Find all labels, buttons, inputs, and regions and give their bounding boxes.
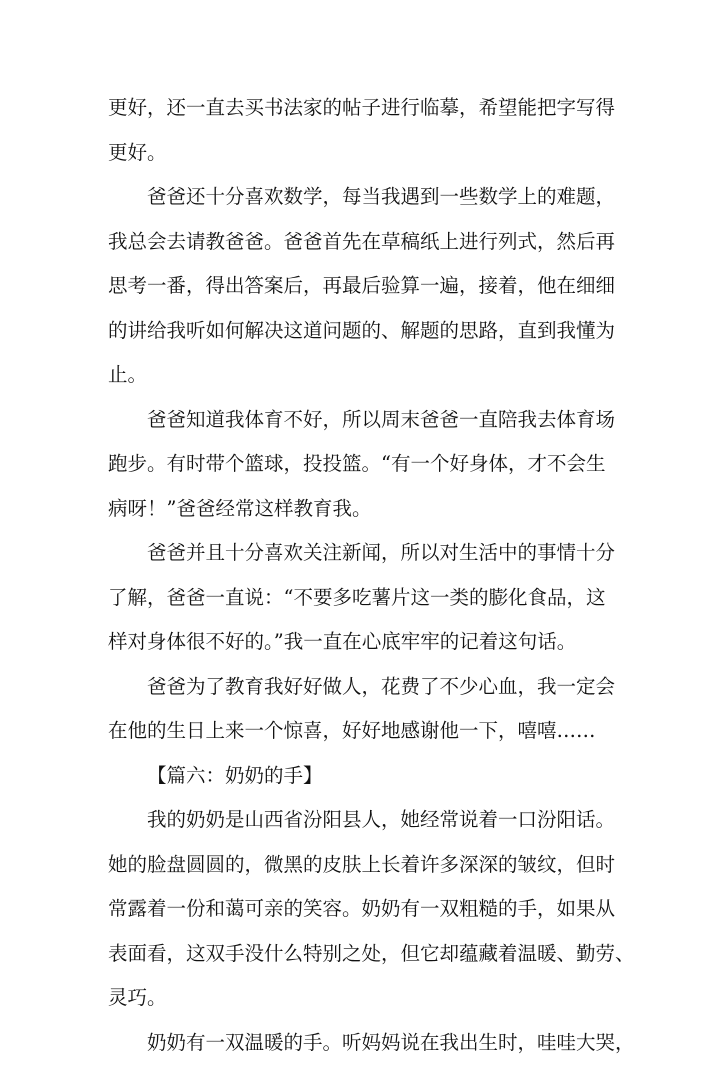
text-line-10: 病呀！”爸爸经常这样教育我。 — [108, 487, 618, 532]
text-line-22: 奶奶有一双温暖的手。听妈妈说在我出生时，哇哇大哭， — [108, 1021, 618, 1065]
text-line-20: 表面看，这双手没什么特别之处，但它却蕴藏着温暖、勤劳、 — [108, 932, 618, 977]
text-line-12: 了解，爸爸一直说：“不要多吃薯片这一类的膨化食品，这 — [108, 576, 618, 621]
text-line-17: 我的奶奶是山西省汾阳县人，她经常说着一口汾阳话。 — [108, 798, 618, 843]
text-line-2: 更好。 — [108, 131, 618, 176]
text-line-13: 样对身体很不好的。”我一直在心底牢牢的记着这句话。 — [108, 620, 618, 665]
text-line-1: 更好，还一直去买书法家的帖子进行临摹，希望能把字写得 — [108, 86, 618, 131]
text-line-8: 爸爸知道我体育不好，所以周末爸爸一直陪我去体育场 — [108, 398, 618, 443]
text-line-6: 的讲给我听如何解决这道问题的、解题的思路，直到我懂为 — [108, 309, 618, 354]
text-line-15: 在他的生日上来一个惊喜，好好地感谢他一下，嘻嘻…… — [108, 709, 618, 754]
text-line-9: 跑步。有时带个篮球，投投篮。“有一个好身体，才不会生 — [108, 442, 618, 487]
document-page — [108, 86, 618, 1065]
text-line-4: 我总会去请教爸爸。爸爸首先在草稿纸上进行列式，然后再 — [108, 220, 618, 265]
text-line-18: 她的脸盘圆圆的，微黑的皮肤上长着许多深深的皱纹，但时 — [108, 843, 618, 888]
text-line-11: 爸爸并且十分喜欢关注新闻，所以对生活中的事情十分 — [108, 531, 618, 576]
text-line-21: 灵巧。 — [108, 976, 618, 1021]
text-line-5: 思考一番，得出答案后，再最后验算一遍，接着，他在细细 — [108, 264, 618, 309]
text-line-19: 常露着一份和蔼可亲的笑容。奶奶有一双粗糙的手，如果从 — [108, 887, 618, 932]
text-line-7: 止。 — [108, 353, 618, 398]
text-line-3: 爸爸还十分喜欢数学，每当我遇到一些数学上的难题， — [108, 175, 618, 220]
section-heading: 【篇六：奶奶的手】 — [108, 754, 618, 799]
text-line-14: 爸爸为了教育我好好做人，花费了不少心血，我一定会 — [108, 665, 618, 710]
